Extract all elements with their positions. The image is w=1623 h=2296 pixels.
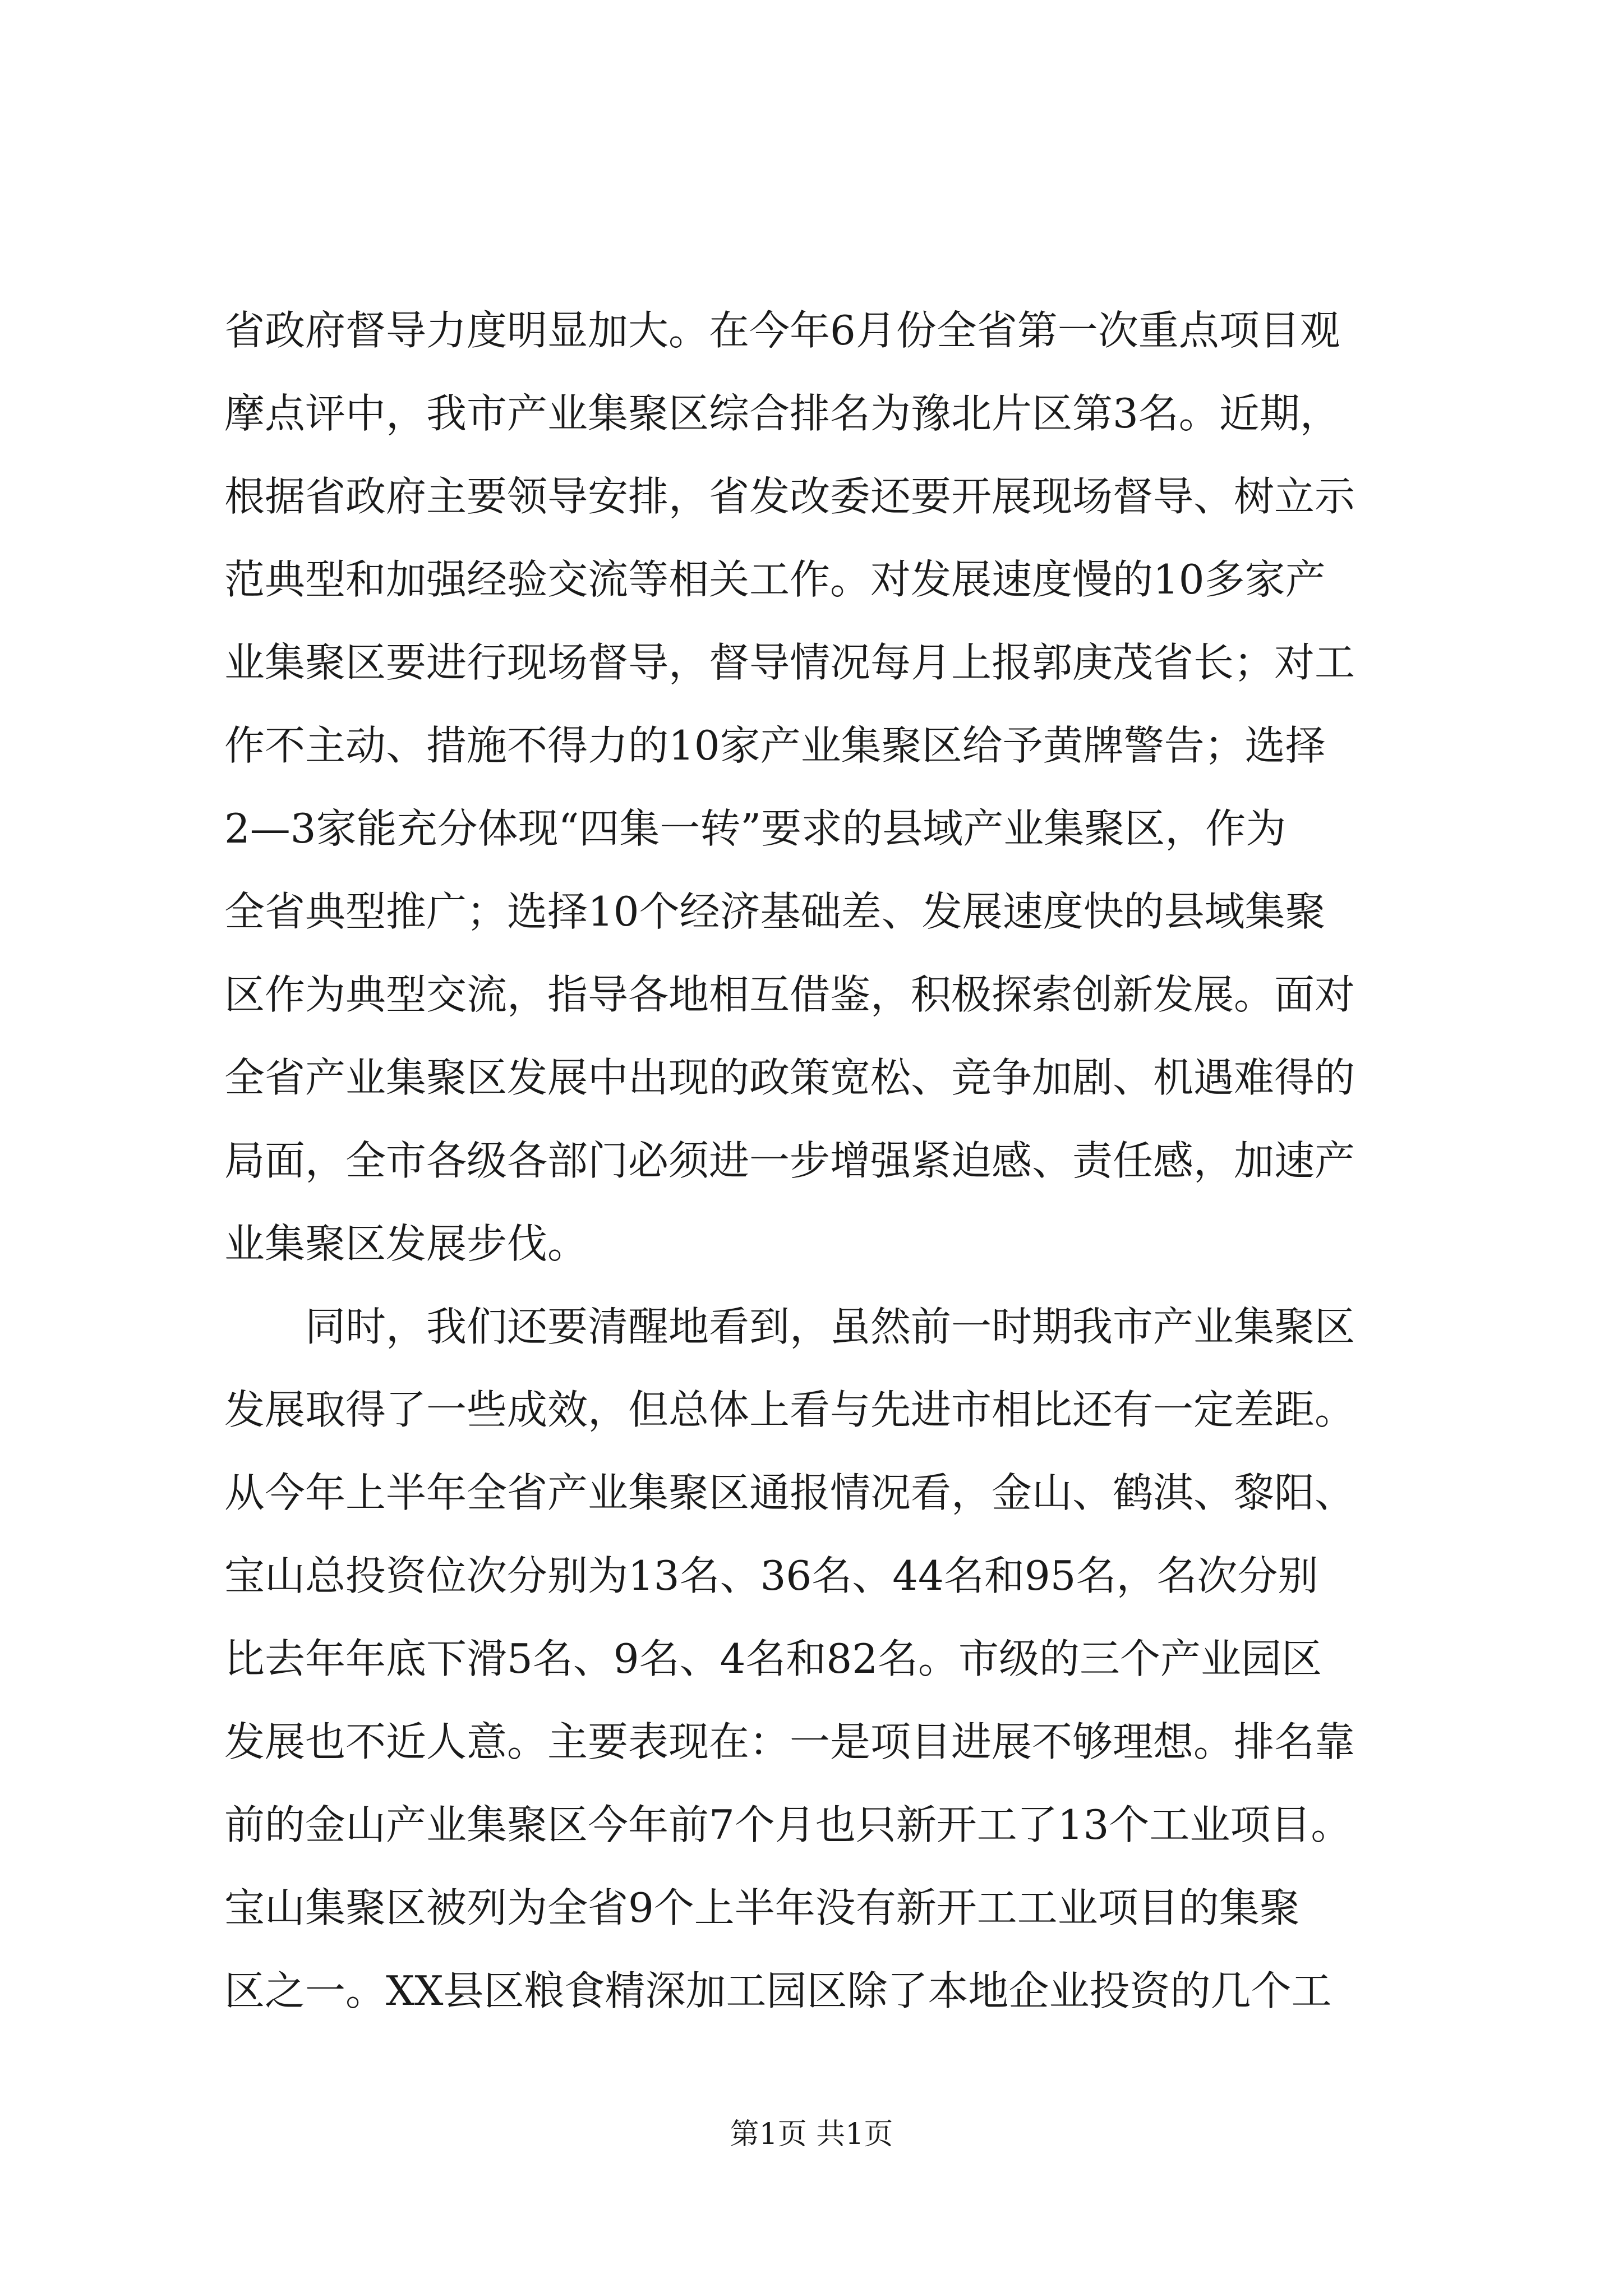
- text-line-7: 2—3家能充分体现“四集一转”要求的县域产业集聚区，作为: [224, 805, 1287, 852]
- text-line-1: 省政府督导力度明显加大。在今年6月份全省第一次重点项目观: [224, 307, 1340, 354]
- body-text: [224, 289, 1391, 2032]
- text-line-13: 同时，我们还要清醒地看到，虽然前一时期我市产业集聚区: [305, 1303, 1355, 1350]
- text-line-4: 范典型和加强经验交流等相关工作。对发展速度慢的10多家产: [224, 556, 1326, 603]
- text-line-21: 区之一。XX县区粮食精深加工园区除了本地企业投资的几个工: [224, 1967, 1332, 2014]
- page-footer: 第1页 共1页: [730, 2118, 893, 2151]
- text-line-20: 宝山集聚区被列为全省9个上半年没有新开工工业项目的集聚: [224, 1884, 1300, 1931]
- text-line-3: 根据省政府主要领导安排，省发改委还要开展现场督导、树立示: [224, 473, 1355, 520]
- text-line-19: 前的金山产业集聚区今年前7个月也只新开工了13个工业项目。: [224, 1801, 1352, 1848]
- text-line-12: 业集聚区发展步伐。: [224, 1220, 588, 1267]
- text-line-14: 发展取得了一些成效，但总体上看与先进市相比还有一定差距。: [224, 1386, 1355, 1433]
- text-line-2: 摩点评中，我市产业集聚区综合排名为豫北片区第3名。近期，: [224, 390, 1340, 437]
- text-line-17: 比去年年底下滑5名、9名、4名和82名。市级的三个产业园区: [224, 1635, 1322, 1682]
- text-line-10: 全省产业集聚区发展中出现的政策宽松、竞争加剧、机遇难得的: [224, 1054, 1355, 1101]
- text-line-6: 作不主动、措施不得力的10家产业集聚区给予黄牌警告；选择: [224, 722, 1326, 769]
- text-line-18: 发展也不近人意。主要表现在：一是项目进展不够理想。排名靠: [224, 1718, 1355, 1765]
- text-line-8: 全省典型推广；选择10个经济基础差、发展速度快的县域集聚: [224, 888, 1326, 935]
- text-line-16: 宝山总投资位次分别为13名、36名、44名和95名，名次分别: [224, 1552, 1318, 1599]
- text-line-9: 区作为典型交流，指导各地相互借鉴，积极探索创新发展。面对: [224, 971, 1355, 1018]
- text-line-5: 业集聚区要进行现场督导，督导情况每月上报郭庚茂省长；对工: [224, 639, 1355, 686]
- text-line-15: 从今年上半年全省产业集聚区通报情况看，金山、鹤淇、黎阳、: [224, 1469, 1355, 1516]
- text-line-11: 局面，全市各级各部门必须进一步增强紧迫感、责任感，加速产: [224, 1137, 1355, 1184]
